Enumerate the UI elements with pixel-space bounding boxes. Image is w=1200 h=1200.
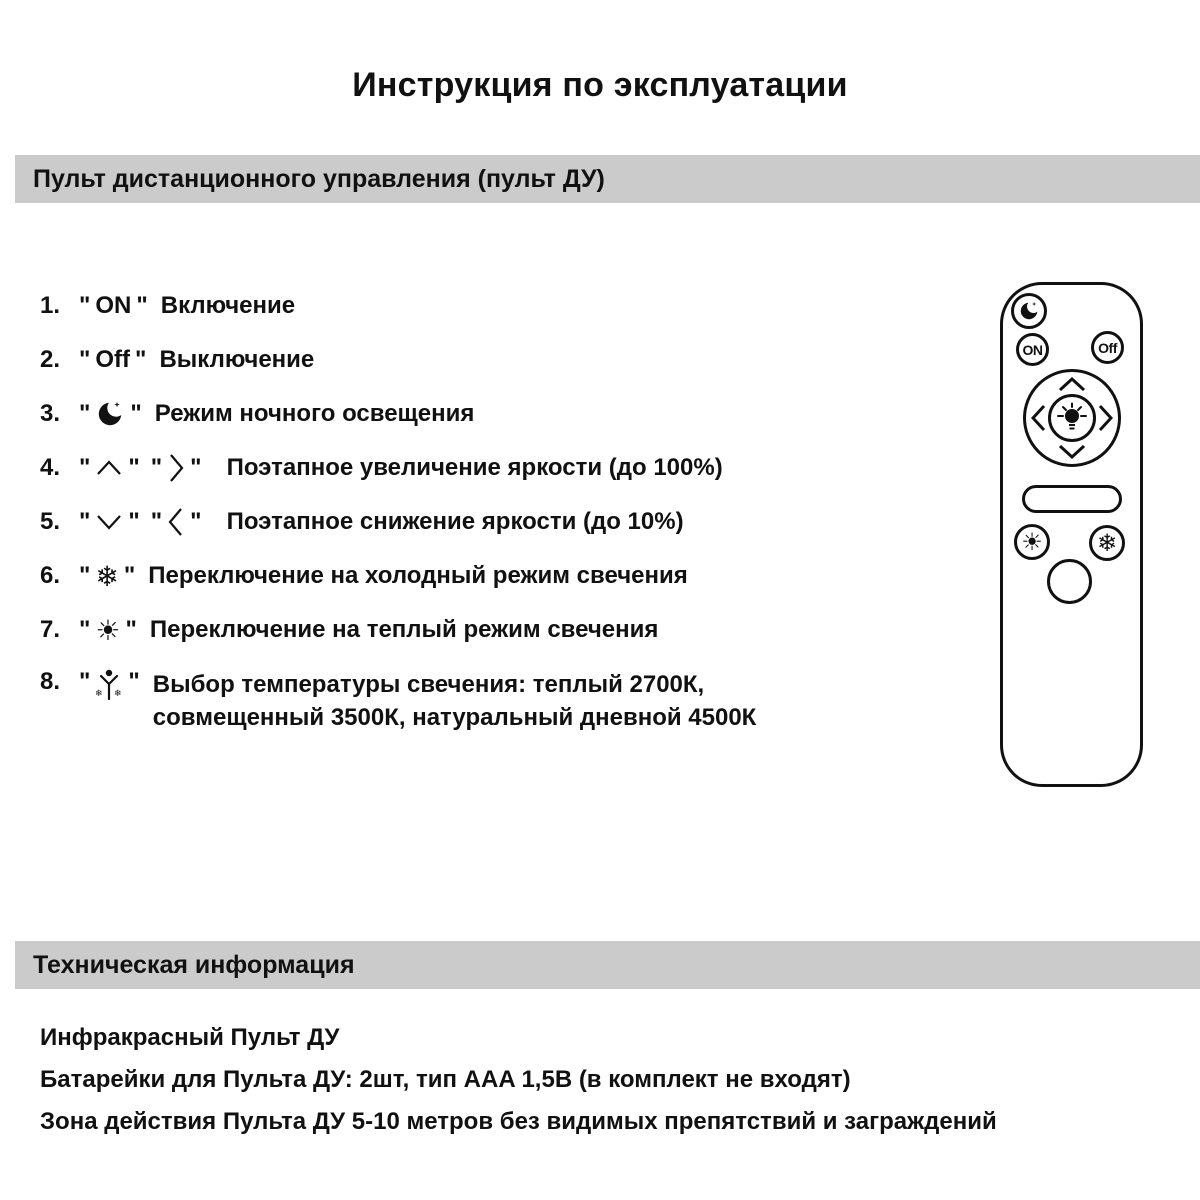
- instruction-item-6: [40, 560, 970, 591]
- chevron-down-icon: [95, 513, 123, 531]
- item-text: Поэтапное снижение яркости (до 10%): [226, 507, 684, 535]
- tech-info-line: Зона действия Пульта ДУ 5-10 метров без видимых препятствий и заграждений: [40, 1108, 997, 1135]
- quote-mark: ": [128, 507, 140, 535]
- section-header-tech: [15, 941, 1200, 989]
- quote-mark: ": [128, 668, 140, 695]
- instruction-item-2: [40, 344, 970, 375]
- chevron-up-icon: [95, 459, 123, 477]
- sun-icon: ☀: [1021, 528, 1043, 556]
- item-text-line2: совмещенный 3500К, натуральный дневной 4500К: [152, 704, 757, 731]
- item-text: Режим ночного освещения: [154, 399, 475, 427]
- chevron-left-icon: [1031, 403, 1046, 433]
- svg-text:❄: ❄: [114, 689, 122, 699]
- round-button: [1047, 559, 1092, 604]
- item-number: 2.: [40, 345, 61, 373]
- chevron-right-icon: [1098, 403, 1113, 433]
- quote-mark: ": [130, 399, 142, 427]
- chevron-up-icon: [1057, 377, 1087, 392]
- snowflake-icon: ❄: [95, 559, 119, 593]
- item-text: Включение: [160, 291, 296, 319]
- moon-icon: [1018, 300, 1040, 322]
- night-mode-button: [1011, 293, 1047, 329]
- scene-pill-button: [1022, 485, 1122, 513]
- sun-icon: ☀: [95, 613, 121, 647]
- instruction-item-1: [40, 290, 970, 321]
- chevron-right-icon: [167, 452, 185, 484]
- svg-text:❄: ❄: [95, 689, 103, 699]
- instruction-list: [40, 290, 970, 757]
- on-label: ON: [95, 291, 132, 319]
- tech-info-line: Инфракрасный Пульт ДУ: [40, 1024, 340, 1051]
- quote-mark: ": [79, 507, 91, 535]
- chevron-down-icon: [1057, 444, 1087, 459]
- section-header-tech-label: Техническая информация: [33, 950, 355, 979]
- quote-mark: ": [135, 345, 147, 373]
- instruction-item-8: [40, 668, 970, 734]
- tech-info-block: [40, 1026, 997, 1152]
- quote-mark: ": [190, 453, 202, 481]
- on-button-label: ON: [1022, 341, 1043, 358]
- item-text: Поэтапное увеличение яркости (до 100%): [226, 453, 723, 481]
- item-number: 1.: [40, 291, 61, 319]
- off-label: Off: [95, 345, 131, 373]
- tech-info-line: Батарейки для Пульта ДУ: 2шт, тип AAA 1,5В (в комплект не входят): [40, 1066, 851, 1093]
- item-text-block: [153, 668, 757, 734]
- page-title: Инструкция по эксплуатации: [352, 66, 848, 104]
- chevron-left-icon: [167, 506, 185, 538]
- instruction-item-7: [40, 614, 970, 645]
- warm-mode-button: [1014, 524, 1050, 560]
- quote-mark: ": [79, 615, 91, 643]
- cold-mode-button: [1089, 525, 1125, 561]
- instruction-item-4: [40, 452, 970, 483]
- color-temp-select-icon: [95, 668, 123, 700]
- quote-mark: ": [125, 615, 137, 643]
- quote-mark: ": [79, 399, 91, 427]
- item-text: Переключение на теплый режим свечения: [149, 615, 659, 643]
- item-number: 3.: [40, 399, 61, 427]
- remote-illustration: [1000, 282, 1143, 787]
- quote-mark: ": [150, 507, 163, 535]
- item-number: 7.: [40, 615, 61, 643]
- moon-icon: [95, 399, 125, 429]
- item-number: 8.: [40, 668, 61, 695]
- brightness-center-button: [1048, 394, 1096, 442]
- instruction-item-5: [40, 506, 970, 537]
- snowflake-icon: ❄: [1096, 529, 1118, 557]
- instruction-item-3: [40, 398, 970, 429]
- quote-mark: ": [128, 453, 140, 481]
- item-number: 5.: [40, 507, 61, 535]
- quote-mark: ": [136, 291, 148, 319]
- section-header-remote: [15, 155, 1200, 203]
- brightness-dpad: [1023, 369, 1121, 467]
- item-text: Выключение: [159, 345, 315, 373]
- quote-mark: ": [79, 345, 91, 373]
- bulb-icon: [1054, 402, 1090, 434]
- off-button-label: Off: [1098, 339, 1117, 356]
- quote-mark: ": [150, 453, 163, 481]
- off-button: [1091, 331, 1124, 364]
- quote-mark: ": [79, 561, 91, 589]
- quote-mark: ": [79, 668, 91, 695]
- item-number: 4.: [40, 453, 61, 481]
- quote-mark: ": [79, 453, 91, 481]
- quote-mark: ": [79, 291, 91, 319]
- quote-mark: ": [123, 561, 136, 589]
- item-text: Переключение на холодный режим свечения: [148, 561, 688, 589]
- quote-mark: ": [190, 507, 202, 535]
- on-button: [1016, 333, 1049, 366]
- item-text-line1: Выбор температуры свечения: теплый 2700К,: [152, 671, 705, 698]
- section-header-remote-label: Пульт дистанционного управления (пульт ДУ): [33, 164, 605, 193]
- item-number: 6.: [40, 561, 61, 589]
